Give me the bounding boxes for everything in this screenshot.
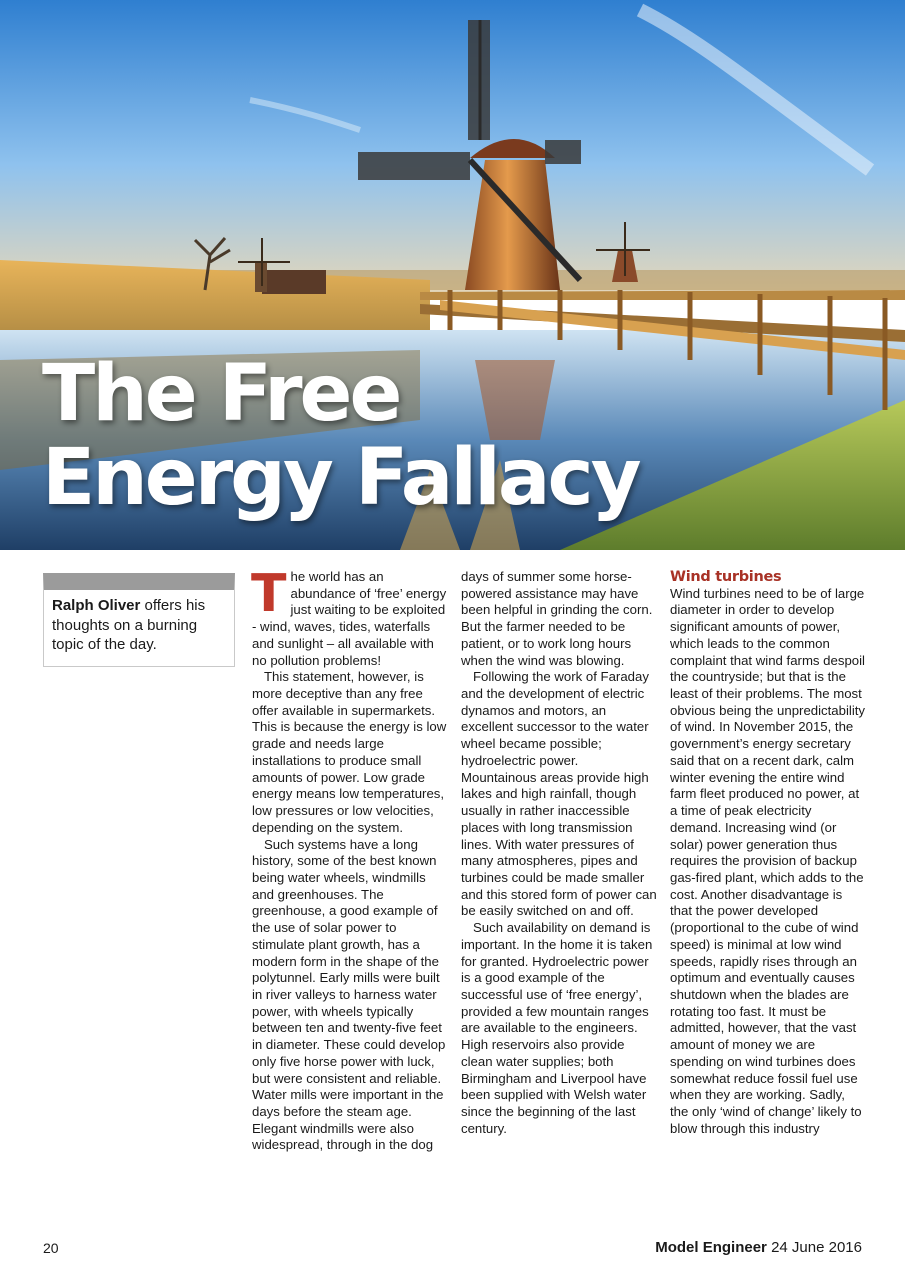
article-column-1 [251,564,448,1154]
standfirst-text: offers his thoughts on a burning topic of the day. [52,597,206,653]
paragraph: Following the work of Faraday and the development of electric dynamos and motors, an excellent successor to the water wheel became possible; hydroelectric power. Mountainous areas provide high lakes and high rainfall, though usually in rather inaccessible places with long transmission lines. With water pressures of many atmospheres, pipes and turbines could be made smaller and this stored form of power can be easily switched on and off. [461,669,657,919]
issue-date: 24 June 2016 [766,1239,862,1256]
standfirst-box [43,573,235,667]
magazine-name: Model Engineer [655,1239,767,1256]
article-title [42,349,639,523]
author-name: Ralph Oliver [52,597,141,614]
article-title-line-1: The Free [42,349,400,439]
paragraph-text: he world has an abundance of ‘free’ energy just waiting to be exploited - wind, waves, tides, waterfalls and sunlight – all available with no pollution problems! [252,569,447,668]
section-heading: Wind turbines [670,569,782,585]
hero-photo [0,0,905,550]
paragraph: days of summer some horse-powered assistance may have been helpful in grinding the corn. But the farmer needed to be patient, or to work long hours when the wind was blowing. [461,569,653,668]
page-number: 20 [43,1240,59,1256]
paragraph: Wind turbines need to be of large diameter in order to develop significant amounts of power, which leads to the common complaint that wind farms despoil the countryside; but that is the least of their problems. The most obvious being the unpredictability of wind. In November 2015, the government’s energy secretary said that on a recent dark, calm winter evening the entire wind farm fleet produced no power, at a time of peak electricity demand. Increasing wind (or solar) power generation thus requires the provision of backup gas-fired plant, which adds to the cost. Another disadvantage is that the power developed (proportional to the cube of wind speed) is minimal at low wind speeds, rapidly rises through an optimum and eventually causes shutdown when the blades are rotating too fast. It must be admitted, however, that the vast amount of money we are spending on wind turbines does somewhat reduce fossil fuel use when they are working. Sadly, the only ‘wind of change’ likely to blow through this industry [670,585,866,1136]
article-column-2 [461,569,657,1137]
article-column-3 [670,569,866,1137]
drop-cap: T [251,564,287,624]
paragraph: This statement, however, is more deceptive than any free offer available in supermarkets. This is because the energy is low grade and needs large installations to produce small amounts of power. Low grade energy means low temperatures, low pressures or low velocities, depending on the system. [252,669,447,835]
paragraph [251,564,448,669]
article-title-line-2: Energy Fallacy [42,433,639,523]
footer-masthead [655,1239,862,1256]
paragraph: Such availability on demand is important. In the home it is taken for granted. Hydroelectric power is a good example of the successful use of ‘free energy’, provided a few mountain ranges are available to the engineers. High reservoirs also provide clean water supplies; both Birmingham and Liverpool have been supplied with Welsh water since the beginning of the last century. [461,920,653,1136]
paragraph: Such systems have a long history, some of the best known being water wheels, windmills and greenhouses. The greenhouse, a good example of the use of solar power to stimulate plant growth, has a modern form in the shape of the polytunnel. Early mills were built in river valleys to harness water power, with wheels typically between ten and twenty-five feet in diameter. These could develop only five horse power with luck, but were consistent and reliable. Water mills were important in the days before the steam age. Elegant windmills were also widespread, through in the dog [252,836,446,1153]
